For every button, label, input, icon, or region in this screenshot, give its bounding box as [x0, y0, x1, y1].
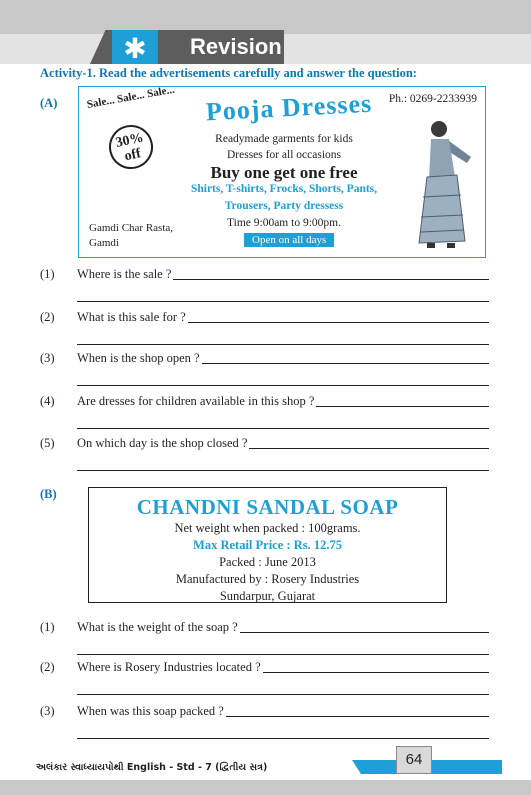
address-line1: Gamdi Char Rasta,	[89, 222, 174, 234]
question-number: (3)	[40, 704, 55, 718]
question-number: (4)	[40, 394, 55, 408]
page-title: Revision	[190, 34, 282, 59]
manufacturer-location: Sundarpur, Gujarat	[219, 589, 316, 603]
ad-line-kids: Readymade garments for kids	[215, 133, 353, 145]
question-text: Are dresses for children available in this shop ?	[77, 394, 315, 408]
sale-banner: Sale... Sale... Sale...	[85, 83, 176, 111]
asterisk-icon: ✱	[112, 30, 158, 64]
answer-line[interactable]	[77, 344, 489, 345]
question-text: Where is the sale ?	[77, 267, 172, 281]
woman-figure-illustration	[409, 117, 475, 249]
section-a-label: (A)	[40, 96, 58, 110]
shop-address	[89, 221, 173, 251]
question-number: (2)	[40, 310, 55, 324]
address-line2: Gamdi	[89, 237, 119, 249]
discount-badge	[105, 121, 157, 173]
bottom-margin-bar	[0, 780, 531, 795]
ad-items-line1: Shirts, T-shirts, Frocks, Shorts, Pants,	[190, 183, 378, 195]
answer-line[interactable]	[77, 301, 489, 302]
net-weight: Net weight when packed : 100grams.	[174, 521, 361, 535]
footer-book-title: અલંકાર સ્વાધ્યાયપોથી English - Std - 7 (દ્વિતીય સત્ર)	[36, 762, 268, 773]
top-margin-bar	[0, 0, 531, 34]
question-number: (2)	[40, 660, 55, 674]
question-text: What is the weight of the soap ?	[77, 620, 238, 634]
ad-offer-bogo: Buy one get one free	[210, 163, 358, 182]
phone-number: Ph.: 0269-2233939	[388, 93, 477, 105]
ad-line-occasions: Dresses for all occasions	[226, 149, 341, 161]
question-text: What is this sale for ?	[77, 310, 186, 324]
advertisement-pooja-dresses	[78, 83, 486, 258]
question-number: (3)	[40, 351, 55, 365]
question-number: (1)	[40, 267, 55, 281]
section-b-label: (B)	[40, 487, 57, 501]
ad-timing: Time 9:00am to 9:00pm.	[227, 217, 341, 229]
open-days-badge: Open on all days	[244, 233, 334, 247]
advertisement-soap-label	[88, 487, 447, 603]
answer-line[interactable]	[77, 654, 489, 655]
question-number: (5)	[40, 436, 55, 450]
answer-line[interactable]	[77, 694, 489, 695]
manufacturer: Manufactured by : Rosery Industries	[175, 572, 360, 586]
answer-line[interactable]	[77, 470, 489, 471]
ad-items-line2: Trousers, Party dressess	[224, 200, 344, 212]
packed-date: Packed : June 2013	[219, 555, 316, 569]
question-text: When was this soap packed ?	[77, 704, 224, 718]
question-text: When is the shop open ?	[77, 351, 200, 365]
discount-percent: 30%	[114, 130, 145, 151]
max-retail-price: Max Retail Price : Rs. 12.75	[193, 538, 342, 552]
page-number: 64	[396, 746, 432, 774]
discount-label: off	[123, 146, 143, 165]
answer-line[interactable]	[77, 385, 489, 386]
answer-line[interactable]	[77, 738, 489, 739]
activity-instruction: Activity-1. Read the advertisements carefully and answer the question:	[40, 66, 417, 80]
answer-line[interactable]	[77, 428, 489, 429]
question-number: (1)	[40, 620, 55, 634]
product-name: CHANDNI SANDAL SOAP	[136, 495, 399, 519]
brand-name: Pooja Dresses	[205, 88, 373, 127]
question-text: Where is Rosery Industries located ?	[77, 660, 261, 674]
question-text: On which day is the shop closed ?	[77, 436, 248, 450]
